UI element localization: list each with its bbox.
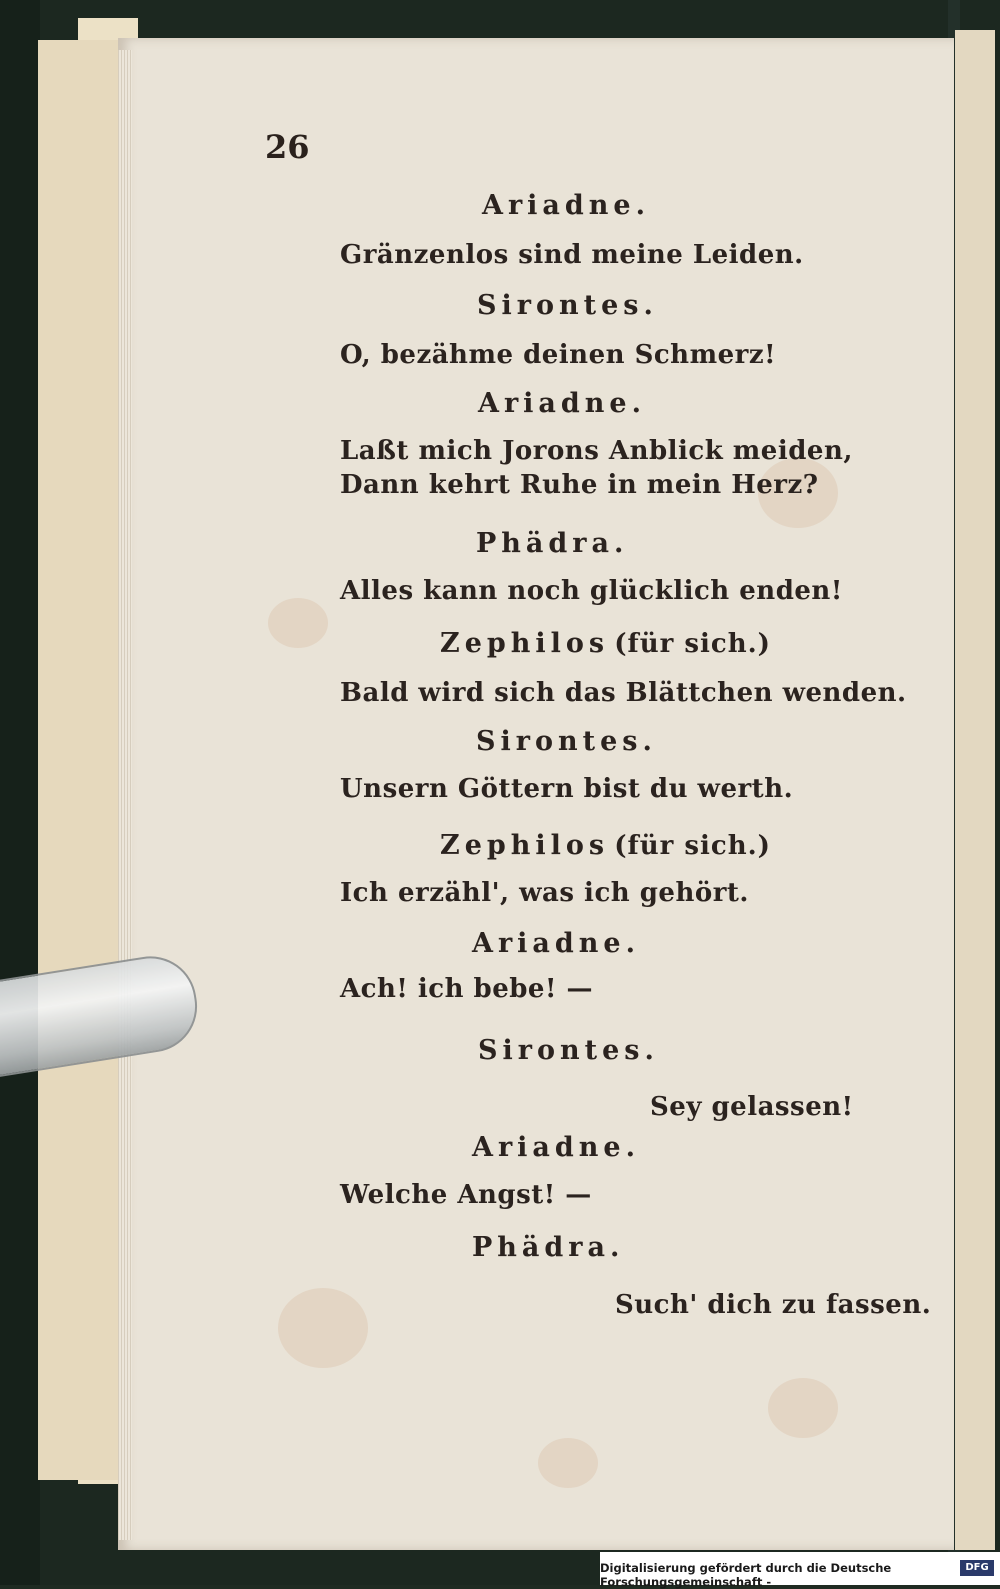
- stage-direction: (für sich.): [614, 629, 771, 659]
- dfg-logo: DFG: [960, 1560, 994, 1576]
- verse-line: Bald wird sich das Blättchen wenden.: [340, 678, 907, 708]
- footer-bar: [600, 1552, 1000, 1589]
- foxing-spot: [538, 1438, 598, 1488]
- speaker-name: Sirontes.: [477, 290, 658, 321]
- speaker-name: Sirontes.: [476, 726, 657, 757]
- speaker-name: Phädra.: [476, 528, 629, 559]
- foxing-spot: [768, 1378, 838, 1438]
- speaker-name: Ariadne.: [482, 190, 651, 221]
- verse-line: Ach! ich bebe! —: [340, 974, 593, 1004]
- verse-line: Ich erzähl', was ich gehört.: [340, 878, 749, 908]
- verse-line: Gränzenlos sind meine Leiden.: [340, 240, 804, 270]
- speaker-name: Phädra.: [472, 1232, 625, 1263]
- stage-direction: (für sich.): [614, 831, 771, 861]
- binding-board: [38, 40, 119, 1480]
- funding-credit: Digitalisierung gefördert durch die Deutsche Forschungsgemeinschaft -: [600, 1561, 892, 1589]
- speaker-line: [440, 628, 771, 659]
- speaker-name: Ariadne.: [472, 1132, 641, 1163]
- speaker-name: Zephilos: [440, 830, 610, 861]
- verse-line: Sey gelassen!: [650, 1092, 854, 1122]
- page-number: 26: [265, 128, 310, 166]
- verse-line: Such' dich zu fassen.: [615, 1290, 932, 1320]
- verse-line: Unsern Göttern bist du werth.: [340, 774, 794, 804]
- verse-line: Alles kann noch glücklich enden!: [340, 576, 843, 606]
- foxing-spot: [278, 1288, 368, 1368]
- verse-line: Dann kehrt Ruhe in mein Herz?: [340, 470, 819, 500]
- speaker-name: Ariadne.: [478, 388, 647, 419]
- page-edge-stack: [118, 50, 132, 1540]
- facing-page-edge: [955, 30, 995, 1550]
- speaker-name: Sirontes.: [478, 1035, 659, 1066]
- speaker-name: Ariadne.: [472, 928, 641, 959]
- foxing-spot: [268, 598, 328, 648]
- verse-line: Welche Angst! —: [340, 1180, 592, 1210]
- speaker-name: Zephilos: [440, 628, 610, 659]
- scanner-edge-left: [0, 0, 40, 1585]
- verse-line: O, bezähme deinen Schmerz!: [340, 340, 777, 370]
- verse-line: Laßt mich Jorons Anblick meiden,: [340, 436, 853, 466]
- speaker-line: [440, 830, 771, 861]
